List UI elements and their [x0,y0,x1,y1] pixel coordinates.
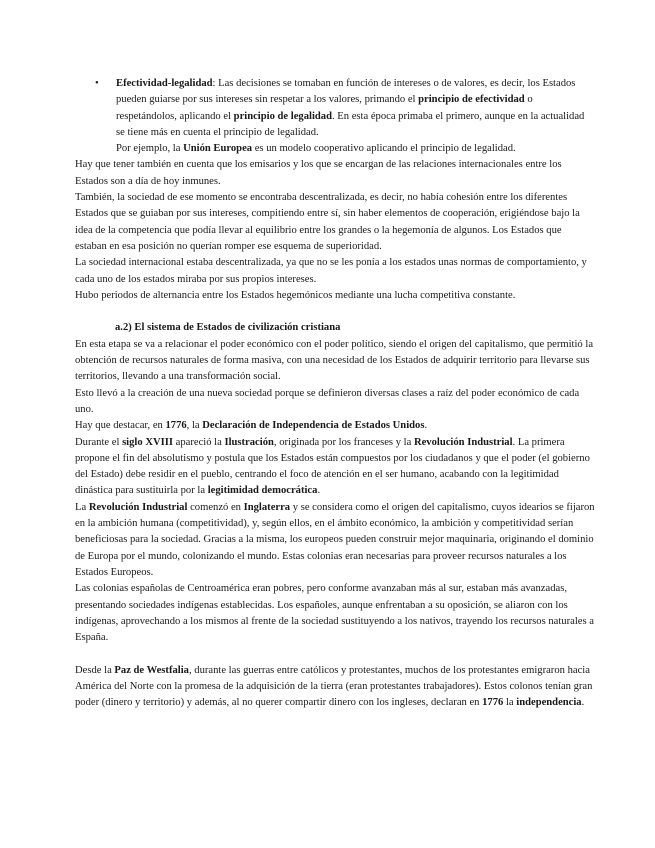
bullet-efectividad-legalidad: • Efectividad-legalidad: Las decisiones se tomaban en función de intereses o de valores, es decir, los Estados pueden guiarse por sus intereses sin respetar a los valores, primando el principio de efectividad o respetándolos, aplicando el principio de legalidad. En esta época primaba el primero, aunque en la actualidad se tiene más en cuenta el principio de legalidad. [95,78,585,138]
paragraph-destacar: Hay que destacar, en 1776, la Declaración de Independencia de Estados Unidos. [75,420,428,432]
paragraph-periodos: Hubo periodos de alternancia entre los Estados hegemónicos mediante una lucha competitiva constante. [75,289,516,301]
bold-term: siglo XVIII [122,436,173,448]
paragraph-normas: La sociedad internacional estaba descentralizada, ya que no se les ponía a los estados unas normas de comportamiento, y cada uno de los estados miraba por sus propios intereses. [75,257,587,285]
bold-term: principio de legalidad [233,110,332,122]
bold-term: Paz de Westfalia [114,664,189,676]
paragraph-westfalia: Desde la Paz de Westfalia, durante las guerras entre católicos y protestantes, muchos de los protestantes emigraron hacia América del Norte con la promesa de la adquisición de la tierra (eran protestantes trabajadores). Estos colonos tenían gran poder (dinero y territorio) y además, al no querer compartir dinero con los ingleses, declaran en 1776 la independencia. [75,664,593,709]
bold-term: independencia [516,697,582,709]
paragraph-emisarios: Hay que tener también en cuenta que los emisarios y los que se encargan de las relaciones internacionales entre los Estados son a día de hoy inmunes. [75,159,562,187]
spacer [75,646,595,662]
paragraph-colonias: Las colonias españolas de Centroamérica eran pobres, pero conforme avanzaban más al sur, estaban más avanzadas, presentando sociedades indígenas establecidas. Los españoles, aunque enfrentaban a su oposición, se aliaron con los indígenas, aprovechando a los mismos al frente de la sociedad sustituyendo a los nativos, trayendo los recursos naturales a España. [75,583,594,644]
paragraph-example-ue: Por ejemplo, la Unión Europea es un modelo cooperativo aplicando el principio de legalidad. [116,143,516,155]
bold-term: Ilustración [224,436,274,448]
bold-term: 1776 [482,697,504,709]
bold-term: Inglaterra [243,501,291,513]
bold-term: Revolución Industrial [413,436,513,448]
bold-term: 1776 [165,420,187,432]
bold-term: Unión Europea [183,143,253,155]
paragraph-etapa: En esta etapa se va a relacionar el poder económico con el poder político, siendo el origen del capitalismo, que permitió la obtención de recursos naturales de forma masiva, con una necesidad de los Estados de adquirir territorio para llevarse sus territorios, llevando a una transformación social. [75,338,594,383]
paragraph-clases: Esto llevó a la creación de una nueva sociedad porque se definieron diversas clases a raíz del poder económico de cada uno. [75,387,580,415]
bold-term: legitimidad democrática [207,485,318,497]
bold-term: Efectividad-legalidad [116,78,213,89]
bullet-marker: • [95,78,99,89]
bold-term: Revolución Industrial [88,501,188,513]
paragraph-ilustracion: Durante el siglo XVIII apareció la Ilustración, originada por los franceses y la Revolución Industrial. La primera propone el fin del absolutismo y postula que los Estados están compuestos por los ciudadanos y que el poder (el gobierno del Estado) debe residir en el pueblo, centrando el foco de atención en el ser humano, acabando con la legitimidad dinástica para sustituirla por la legitimidad democrática. [75,436,590,497]
spacer [75,304,595,320]
bold-term: principio de efectividad [418,94,525,106]
paragraph-descentralizada: También, la sociedad de ese momento se encontraba descentralizada, es decir, no había cohesión entre los diferentes Estados que se guiaban por sus intereses, compitiendo entre sí, sin haber elementos de cooperación, erigiéndose bajo la idea de la competencia que podía llevar al equilibrio entre los grandes o la hegemonía de algunos. Los Estados que estaban en esa posición no querían romper ese esquema de superioridad. [75,192,580,252]
section-heading: a.2) El sistema de Estados de civilización cristiana [115,322,341,334]
bold-term: Declaración de Independencia de Estados Unidos [202,420,425,432]
paragraph-revolucion-industrial: La Revolución Industrial comenzó en Inglaterra y se considera como el origen del capitalismo, cuyos idearios se fijaron en la ambición humana (competitividad), y, según ellos, en el ámbito económico, la ambición y competitividad serían beneficiosas para la sociedad. Gracias a la misma, los europeos pueden construir mejor maquinaria, originando el dominio de Europa por el mundo, colonizando el mundo. Estas colonias eran necesarias para proveer recursos naturales a los Estados Europeos. [75,501,595,578]
